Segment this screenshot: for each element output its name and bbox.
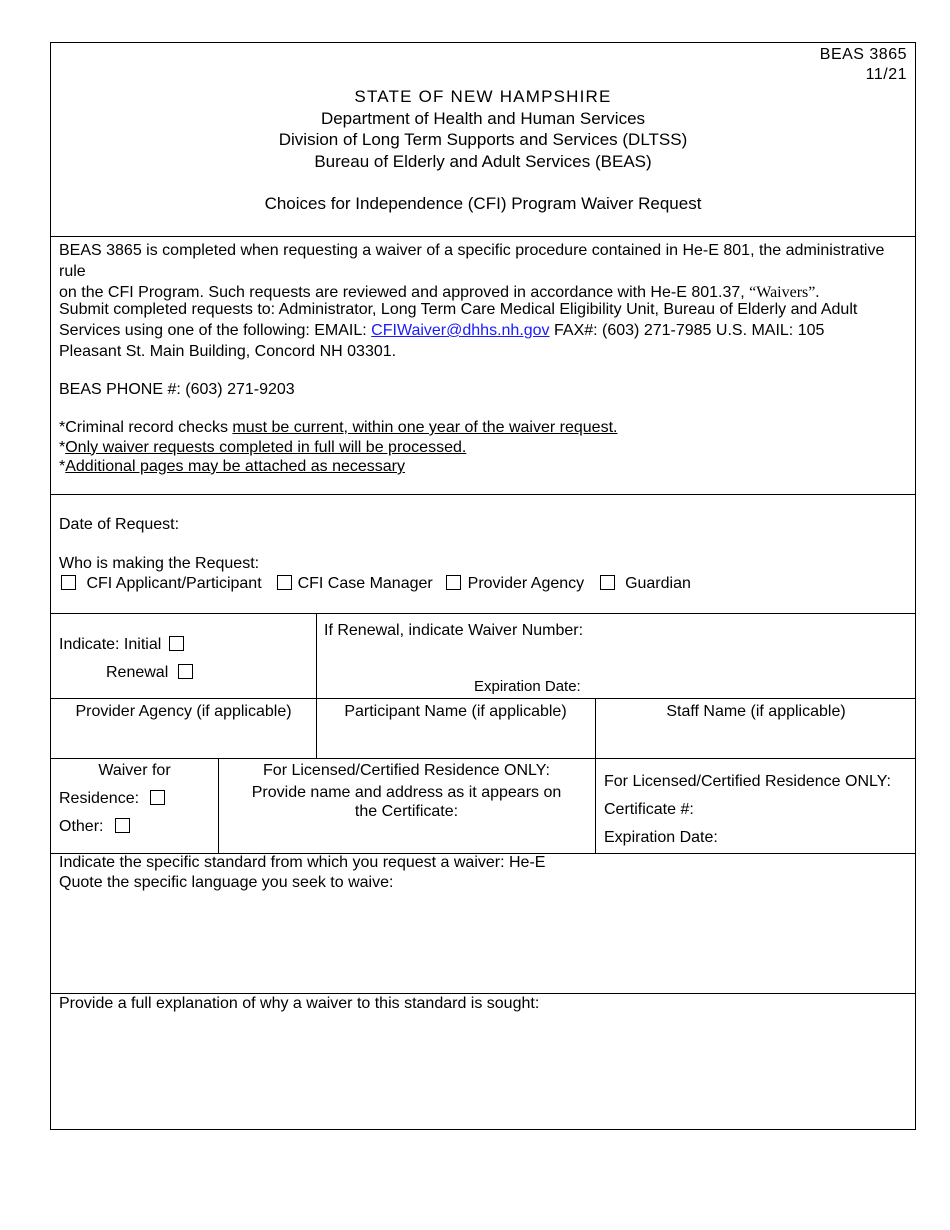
date-of-request-label: Date of Request:: [59, 516, 180, 533]
note-additional-pages: *Additional pages may be attached as necessary: [59, 458, 405, 475]
provider-agency-label: Provider Agency (if applicable): [75, 703, 292, 720]
header-state: STATE OF NEW HAMPSHIRE: [354, 87, 612, 106]
other-label: Other:: [59, 818, 104, 835]
option-cfi-case-manager-label: CFI Case Manager: [297, 575, 433, 592]
requester-options: [61, 573, 691, 594]
explanation-section: [51, 993, 915, 1131]
checkbox-cfi-case-manager[interactable]: [277, 575, 292, 590]
option-provider-agency-label: Provider Agency: [467, 575, 585, 592]
participant-name-label: Participant Name (if applicable): [344, 703, 567, 720]
licensed-details: [604, 768, 891, 852]
licensed-instruction: Provide name and address as it appears on the Certificate:: [251, 784, 562, 820]
standard-label: Indicate the specific standard from which you request a waiver: He-E: [59, 854, 546, 871]
checkbox-residence[interactable]: [150, 790, 165, 805]
checkbox-provider-agency[interactable]: [446, 575, 461, 590]
submit-line1: Submit completed requests to: Administrator, Long Term Care Medical Eligibility Unit, Bureau of Elderly and Adult: [59, 301, 858, 318]
checkbox-renewal[interactable]: [178, 664, 193, 679]
initial-label: Indicate: Initial: [59, 636, 162, 653]
note-complete-requests: *Only waiver requests completed in full will be processed.: [59, 438, 467, 456]
initial-renewal-section: [51, 613, 915, 698]
form-title: Choices for Independence (CFI) Program Waiver Request: [264, 194, 702, 213]
waiver-for-section: [51, 758, 915, 853]
option-cfi-applicant-label: CFI Applicant/Participant: [86, 575, 262, 592]
renewal-waiver-number-label: If Renewal, indicate Waiver Number:: [324, 622, 584, 639]
quote-label: Quote the specific language you seek to waive:: [59, 874, 394, 891]
option-guardian-label: Guardian: [625, 575, 691, 592]
email-link[interactable]: CFIWaiver@dhhs.nh.gov: [371, 322, 550, 339]
renewal-label: Renewal: [106, 664, 169, 681]
certificate-number-label: Certificate #:: [604, 801, 694, 818]
note-criminal-record: *Criminal record checks must be current, within one year of the waiver request.: [59, 419, 618, 436]
waiver-for-label: Waiver for: [98, 762, 171, 779]
header-department: Department of Health and Human Services: [320, 108, 646, 128]
checkbox-initial[interactable]: [169, 636, 184, 651]
who-is-requesting-label: Who is making the Request:: [59, 555, 260, 572]
licensed-heading-2: For Licensed/Certified Residence ONLY:: [604, 773, 891, 790]
form-date: 11/21: [865, 66, 907, 83]
instructions-section: [51, 236, 915, 494]
explanation-label: Provide a full explanation of why a waiver to this standard is sought:: [59, 995, 540, 1012]
licensed-heading: For Licensed/Certified Residence ONLY:: [263, 762, 550, 779]
beas-phone: BEAS PHONE #: (603) 271-9203: [59, 381, 295, 398]
form-number-block: [820, 45, 907, 85]
form-frame: [50, 42, 916, 1130]
certificate-expiration-label: Expiration Date:: [604, 829, 718, 846]
waivers-term: “Waivers”.: [749, 284, 820, 301]
form-header: [51, 86, 915, 172]
checkbox-cfi-applicant[interactable]: [61, 575, 76, 590]
names-section: [51, 698, 915, 758]
renewal-expiration-label: Expiration Date:: [474, 678, 581, 695]
instructions-para1-line1: BEAS 3865 is completed when requesting a waiver of a specific procedure contained in He-E 801, the administrative rule: [59, 242, 885, 280]
initial-row: [59, 634, 184, 655]
staff-name-label: Staff Name (if applicable): [666, 703, 846, 720]
header-division: Division of Long Term Supports and Services (DLTSS): [278, 130, 688, 149]
checkbox-other[interactable]: [115, 818, 130, 833]
residence-label: Residence:: [59, 790, 140, 807]
standard-section: [51, 853, 915, 993]
header-bureau: Bureau of Elderly and Adult Services (BEAS): [314, 151, 652, 171]
request-section: [51, 494, 915, 613]
renewal-row: [106, 662, 193, 683]
instructions-para1-line2: on the CFI Program. Such requests are reviewed and approved in accordance with He-E 801.37, “Waivers”.: [59, 284, 820, 301]
other-row: [59, 816, 130, 837]
form-number: BEAS 3865: [819, 46, 907, 63]
submit-line3: Pleasant St. Main Building, Concord NH 03301.: [59, 343, 397, 360]
submit-line2: Services using one of the following: EMAIL: CFIWaiver@dhhs.nh.gov FAX#: (603) 271-7985 U.S. MAIL: 105: [59, 322, 825, 339]
checkbox-guardian[interactable]: [600, 575, 615, 590]
residence-row: [59, 788, 165, 809]
